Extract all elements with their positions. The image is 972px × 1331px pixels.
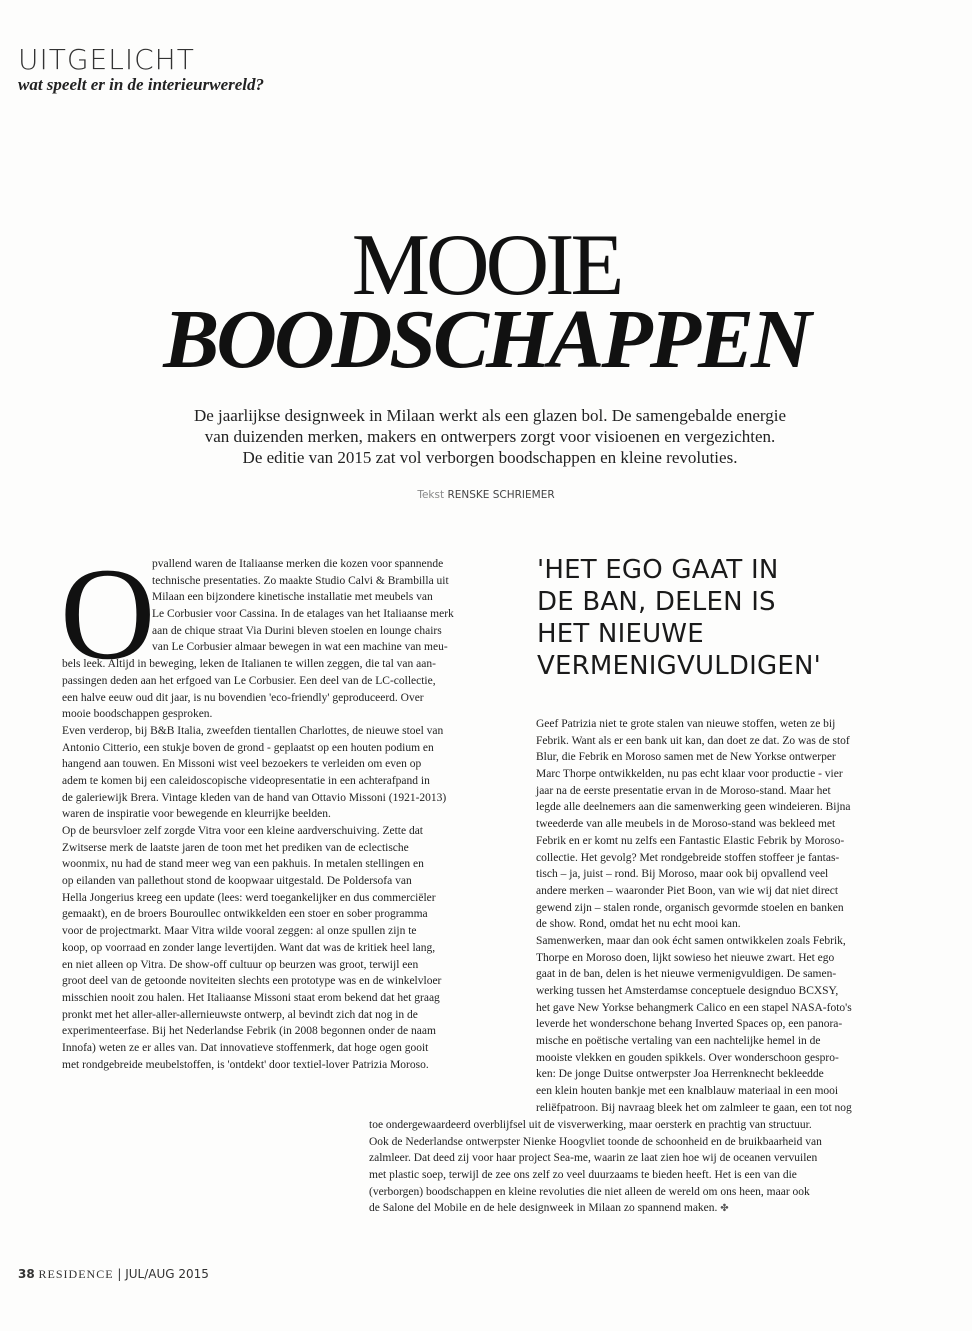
body-line: Hella Jongerius kreeg een update (lees: werd toegankelijker en dus commerciëler <box>62 891 436 904</box>
article-title-line1: MOOIE <box>351 217 621 314</box>
body-line: Febrik. Want als er een bank uit kan, dan doet ze dat. Zo was de stof <box>536 734 850 747</box>
byline-author: RENSKE SCHRIEMER <box>447 489 555 501</box>
body-line: werking tussen het Amsterdamse conceptuele designduo BCXSY, <box>536 985 839 997</box>
body-line: passingen deden aan het erfgoed van Le Corbusier. Een deel van de LC-collectie, <box>62 674 436 687</box>
body-line: de Salone del Mobile en de hele designweek in Milaan zo spannend maken. ✤ <box>369 1202 729 1215</box>
body-line: Antonio Citterio, een stukje boven de grond - geplaatst op een houten podium en <box>62 741 434 754</box>
body-line: de show. Rond, omdat het nu echt mooi kan. <box>536 918 741 931</box>
intro-line: van duizenden merken, makers en ontwerpers zorgt voor visioenen en vergezichten. <box>204 427 776 446</box>
pull-quote <box>537 554 857 682</box>
byline-label: Tekst <box>417 489 445 501</box>
intro-line: De editie van 2015 zat vol verborgen boodschappen en kleine revoluties. <box>242 448 738 467</box>
intro-line: De jaarlijkse designweek in Milaan werkt als een glazen bol. De samengebalde energie <box>193 406 787 425</box>
section-kicker: UITGELICHT <box>18 43 195 76</box>
body-line: gewend zijn – stalen ronde, organisch gevormde stoelen en banken <box>536 901 844 914</box>
byline <box>0 489 972 501</box>
body-line: toe ondergewaardeerd overblijfsel uit de visverwerking, maar oersterk en prachtig van structuur. <box>369 1119 812 1131</box>
body-line: Zwitserse merk de laatste jaren de toon met het prediken van de eclectische <box>62 841 409 854</box>
body-line: en niet alleen op Vitra. De show-off cultuur op beurzen was groot, terwijl een <box>62 958 419 971</box>
body-line: tisch – ja, juist – rond. Bij Moroso, maar ook bij opvallend veel <box>536 868 829 881</box>
body-line: woonmix, nu had de stand meer weg van een pakhuis. In metalen stellingen en <box>62 858 424 871</box>
body-line: met rondgebreide meubelstoffen, is 'ontdekt' door textiel-lover Patrizia Moroso. <box>62 1058 429 1071</box>
body-line: zalmleer. Dat deed zij voor haar project Sea-me, waarin ze laat zien hoe wij de oceanen vervuilen <box>369 1152 818 1165</box>
body-line: een halve eeuw oud dit jaar, is nu bovendien 'eco-friendly' geproduceerd. Over <box>62 691 424 704</box>
body-line: voor de projectmarkt. Maar Vitra wilde vooral zeggen: al onze spullen zijn te <box>62 925 417 938</box>
body-line: jaar na de eerste presentatie ervan in de Moroso-stand. Maar het <box>536 784 831 797</box>
body-line: collectie. Het gevolg? Met rondgebreide stoffen stoffeer je fantas- <box>536 851 840 864</box>
drop-cap: O <box>60 540 156 687</box>
body-line: Innofa) weten ze er alles van. Dat innovatieve stoffenmerk, dat hoge ogen gooit <box>62 1041 429 1054</box>
body-line: adem te komen bij een caleidoscopische videopresentatie in een achterafpand in <box>62 774 430 787</box>
body-line: de galeriewijk Brera. Vintage kleden van de hand van Ottavio Missoni (1921-2013) <box>62 791 447 804</box>
body-line: een klein houten bankje met een knalblauw materiaal in een mooi <box>536 1085 839 1098</box>
pull-quote-line: VERMENIGVULDIGEN' <box>537 651 821 681</box>
body-line: leverde het wonderschone behang Inverted Spaces op, een panora- <box>536 1018 843 1031</box>
body-line: Ook de Nederlandse ontwerpster Nienke Hoogvliet toonde de schoonheid en de bruikbaarheid van <box>369 1135 822 1148</box>
pull-quote-line: HET NIEUWE <box>537 619 704 649</box>
body-line: Le Corbusier voor Cassina. In de etalages van het Italiaanse merk <box>152 608 454 621</box>
body-line: Blur, die Febrik en Moroso samen met de New Yorkse ontwerper <box>536 751 836 764</box>
body-line: gaat in de ban, delen is het nieuwe vermenigvuldigen. De samen- <box>536 968 837 981</box>
body-line: groot deel van de getoonde noviteiten slechts een prototype was en de winkelvloer <box>62 975 442 988</box>
body-line: mooiste vlekken en gouden spikkels. Over wonderschoon gespro- <box>536 1051 839 1064</box>
page-footer <box>18 1267 209 1282</box>
body-line: mooie boodschappen gesproken. <box>62 708 213 721</box>
body-line: Op de beursvloer zelf zorgde Vitra voor een kleine aardverschuiving. Zette dat <box>62 825 423 837</box>
body-line: Thorpe en Moroso doen, lijkt sowieso het nieuwe zwart. Het ego <box>536 951 835 964</box>
pull-quote-line: DE BAN, DELEN IS <box>537 587 776 617</box>
body-line: Samenwerken, maar dan ook écht samen ontwikkelen zoals Febrik, <box>536 934 846 947</box>
body-line: technische presentaties. Zo maakte Studio Calvi & Brambilla uit <box>152 574 449 587</box>
body-line: legde alle deelnemers aan die samenwerking geen windeieren. Bijna <box>536 801 851 814</box>
body-line: Febrik en er komt nu zelfs een Fantastic Elastic Febrik by Moroso- <box>536 834 845 847</box>
body-line: Milaan een bijzondere kinetische installatie met meubels van <box>152 591 433 604</box>
body-line: met plastic soep, terwijl de zee ons zelf zo veel duurzaams te bieden heeft. Het is een van die <box>369 1169 797 1182</box>
body-line: hangend aan touwen. En Missoni wist veel bezoekers te verleiden om even op <box>62 758 422 771</box>
body-line: reliëfpatroon. Bij navraag bleek het om zalmleer te gaan, een tot nog <box>536 1101 852 1114</box>
body-column-right <box>536 716 908 1117</box>
body-line: andere merken – waaronder Piet Boon, van wie wij dat niet direct <box>536 884 839 897</box>
issue-date: | JUL/AUG 2015 <box>117 1267 209 1281</box>
body-column-bottom <box>369 1117 909 1217</box>
body-line: gemaakt), en de broers Bouroullec ontwikkelden een stoer en sober programma <box>62 908 428 921</box>
body-line: mische en poëtische vertaling van een nachtelijke hemel in de <box>536 1035 821 1048</box>
body-line: op eilanden van pallethout stond de koopwaar uitgestald. De Poldersofa van <box>62 875 412 888</box>
body-line: Marc Thorpe ontwikkelden, nu pas echt klaar voor productie - vier <box>536 768 843 781</box>
body-line: van Le Corbusier almaar bewegen in wat een machine van meu- <box>152 641 448 654</box>
body-line: aan de chique straat Via Durini bleven stoelen en lounge chairs <box>152 624 442 637</box>
body-line: pronkt met het aller-aller-allernieuwste ontwerp, al bevindt zich dat nog in de <box>62 1008 418 1021</box>
magazine-name: RESIDENCE <box>38 1267 114 1281</box>
body-column-left <box>62 556 504 1073</box>
body-line: koop, op voorraad en zonder lange levertijden. Want dat was de kritiek heel lang, <box>62 941 436 954</box>
body-line: tweederde van alle meubels in de Moroso-stand was bekleed met <box>536 818 836 831</box>
body-line: experimenteerfase. Bij het Nederlandse Febrik (in 2008 begonnen onder de naam <box>62 1025 436 1038</box>
section-subtitle: wat speelt er in de interieurwereld? <box>18 75 265 94</box>
end-mark-icon: ✤ <box>720 1203 729 1215</box>
article-intro <box>140 405 840 468</box>
body-line: Geef Patrizia niet te grote stalen van nieuwe stoffen, weten ze bij <box>536 718 836 730</box>
page-number: 38 <box>18 1267 35 1281</box>
body-line: misschien nooit zou halen. Het Italiaanse Missoni staat erom bekend dat het graag <box>62 991 440 1004</box>
body-line: Even verderop, bij B&B Italia, zweefden tientallen Charlottes, de nieuwe stoel van <box>62 724 444 737</box>
body-line: (verborgen) boodschappen en kleine revoluties die niet alleen de wereld om ons heen, maar ook <box>369 1185 810 1198</box>
body-line: pvallend waren de Italiaanse merken die kozen voor spannende <box>152 558 444 570</box>
body-line: bels leek. Altijd in beweging, leken de Italianen te willen zeggen, die tal van aan- <box>62 658 436 671</box>
pull-quote-line: 'HET EGO GAAT IN <box>537 555 779 585</box>
body-line: het gave New Yorkse behangmerk Calico en een stapel NASA-foto's <box>536 1001 852 1014</box>
body-line: ken: De jonge Duitse ontwerpster Joa Herrenknecht bekleedde <box>536 1068 824 1081</box>
body-line: waren de inspiratie voor bewegende en kleurrijke beelden. <box>62 808 331 821</box>
article-title-line2: BOODSCHAPPEN <box>163 293 809 386</box>
